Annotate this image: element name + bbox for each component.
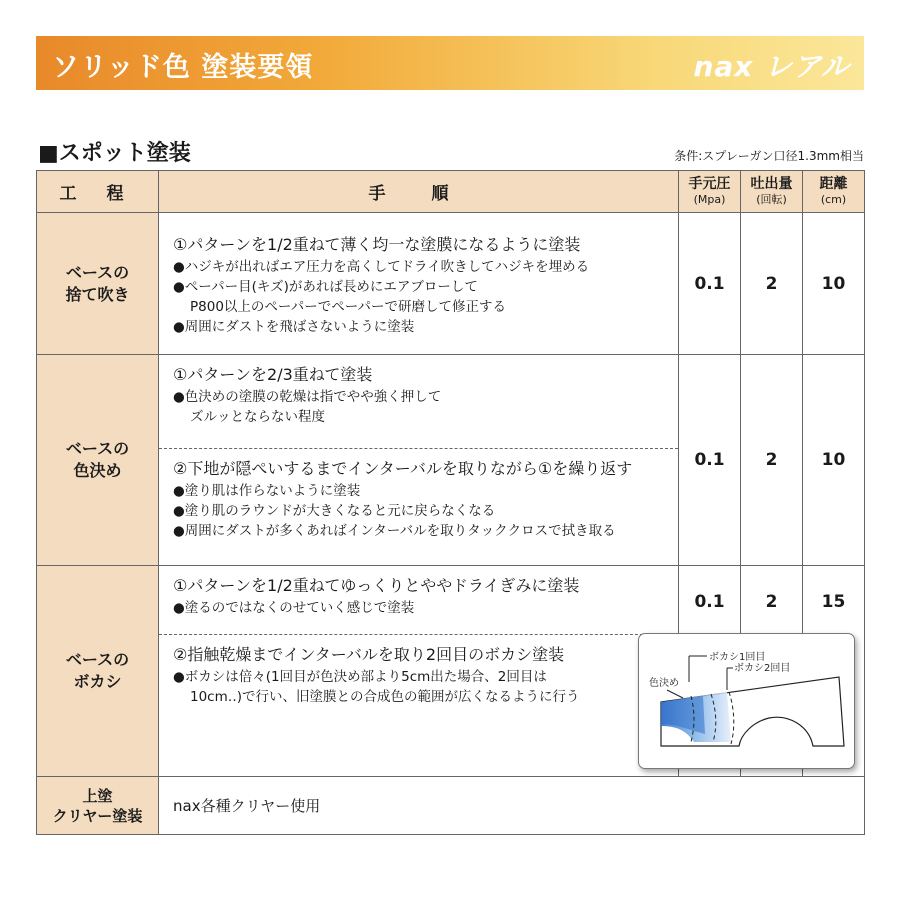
header-distance: 距離 (cm) bbox=[803, 171, 865, 213]
note: ●ペーパー目(キズ)があれば長めにエアブローして bbox=[173, 278, 478, 295]
process-cell: 上塗 クリヤー塗装 bbox=[37, 777, 159, 835]
pressure-value: 0.1 bbox=[679, 566, 741, 777]
note: ●周囲にダストを飛ばさないように塗装 bbox=[173, 318, 415, 335]
main-step: ①パターンを1/2重ねてゆっくりとややドライぎみに塗装 bbox=[173, 576, 580, 595]
table-row bbox=[37, 355, 865, 566]
process-cell: ベースの 捨て吹き bbox=[37, 213, 159, 355]
note: ●塗り肌のラウンドが大きくなると元に戻らなくなる bbox=[173, 503, 496, 519]
brand-logo: nax レアル bbox=[693, 50, 850, 83]
note: ●周囲にダストが多くあればインターバルを取りタッククロスで拭き取る bbox=[173, 523, 616, 539]
distance-value: 10 bbox=[803, 213, 865, 355]
main-step: ①パターンを1/2重ねて薄く均一な塗膜になるように塗装 bbox=[173, 234, 581, 254]
procedure-cell bbox=[159, 566, 679, 777]
process-cell: ベースの 色決め bbox=[37, 355, 159, 566]
pressure-value: 0.1 bbox=[679, 213, 741, 355]
note: ●塗り肌は作らないように塗装 bbox=[173, 483, 361, 499]
procedure-cell bbox=[159, 355, 679, 566]
table-row bbox=[37, 777, 865, 835]
discharge-value: 2 bbox=[741, 566, 803, 777]
section-title: ■スポット塗装 bbox=[38, 141, 191, 166]
banner-title: ソリッド色 塗装要領 bbox=[52, 52, 314, 83]
main-step: ①パターンを2/3重ねて塗装 bbox=[173, 365, 373, 384]
pressure-value: 0.1 bbox=[679, 355, 741, 566]
condition-note: 条件:スプレーガン口径1.3mm相当 bbox=[674, 149, 864, 163]
discharge-value: 2 bbox=[741, 213, 803, 355]
label-bokashi2: ボカシ2回目 bbox=[734, 663, 791, 674]
note: ●ハジキが出ればエア圧力を高くしてドライ吹きしてハジキを埋める bbox=[173, 258, 590, 275]
discharge-value: 2 bbox=[741, 355, 803, 566]
title-banner bbox=[36, 36, 864, 90]
header-procedure: 手 順 bbox=[159, 171, 679, 213]
note: ●塗るのではなくのせていく感じで塗装 bbox=[173, 600, 415, 616]
process-cell: ベースの ボカシ bbox=[37, 566, 159, 777]
header-discharge: 吐出量 (回転) bbox=[741, 171, 803, 213]
distance-value: 15 bbox=[803, 566, 865, 777]
table-row bbox=[37, 213, 865, 355]
main-step: ②下地が隠ぺいするまでインターバルを取りながら①を繰り返す bbox=[173, 459, 633, 478]
bokashi-diagram bbox=[638, 633, 855, 769]
header-row bbox=[37, 171, 865, 213]
header-process: 工 程 bbox=[37, 171, 159, 213]
fender-illustration bbox=[639, 634, 854, 768]
label-color: 色決め bbox=[649, 678, 679, 689]
note: ●色決めの塗膜の乾燥は指でやや強く押して bbox=[173, 389, 442, 405]
main-step: ②指触乾燥までインターバルを取り2回目のボカシ塗装 bbox=[173, 645, 565, 664]
procedure-cell bbox=[159, 777, 865, 835]
distance-value: 10 bbox=[803, 355, 865, 566]
leader-3 bbox=[667, 690, 683, 698]
procedure-cell bbox=[159, 213, 679, 355]
main-step: nax各種クリヤー使用 bbox=[173, 796, 321, 815]
header-pressure: 手元圧 (Mpa) bbox=[679, 171, 741, 213]
note: 10cm‥)で行い、旧塗膜との合成色の範囲が広くなるように行う bbox=[190, 689, 580, 705]
note: ●ボカシは倍々(1回目が色決め部より5cm出た場合、2回目は bbox=[173, 669, 547, 685]
note: P800以上のペーパーでペーパーで研磨して修正する bbox=[190, 298, 507, 315]
label-bokashi1: ボカシ1回目 bbox=[709, 652, 766, 663]
note: ズルッとならない程度 bbox=[190, 409, 325, 425]
